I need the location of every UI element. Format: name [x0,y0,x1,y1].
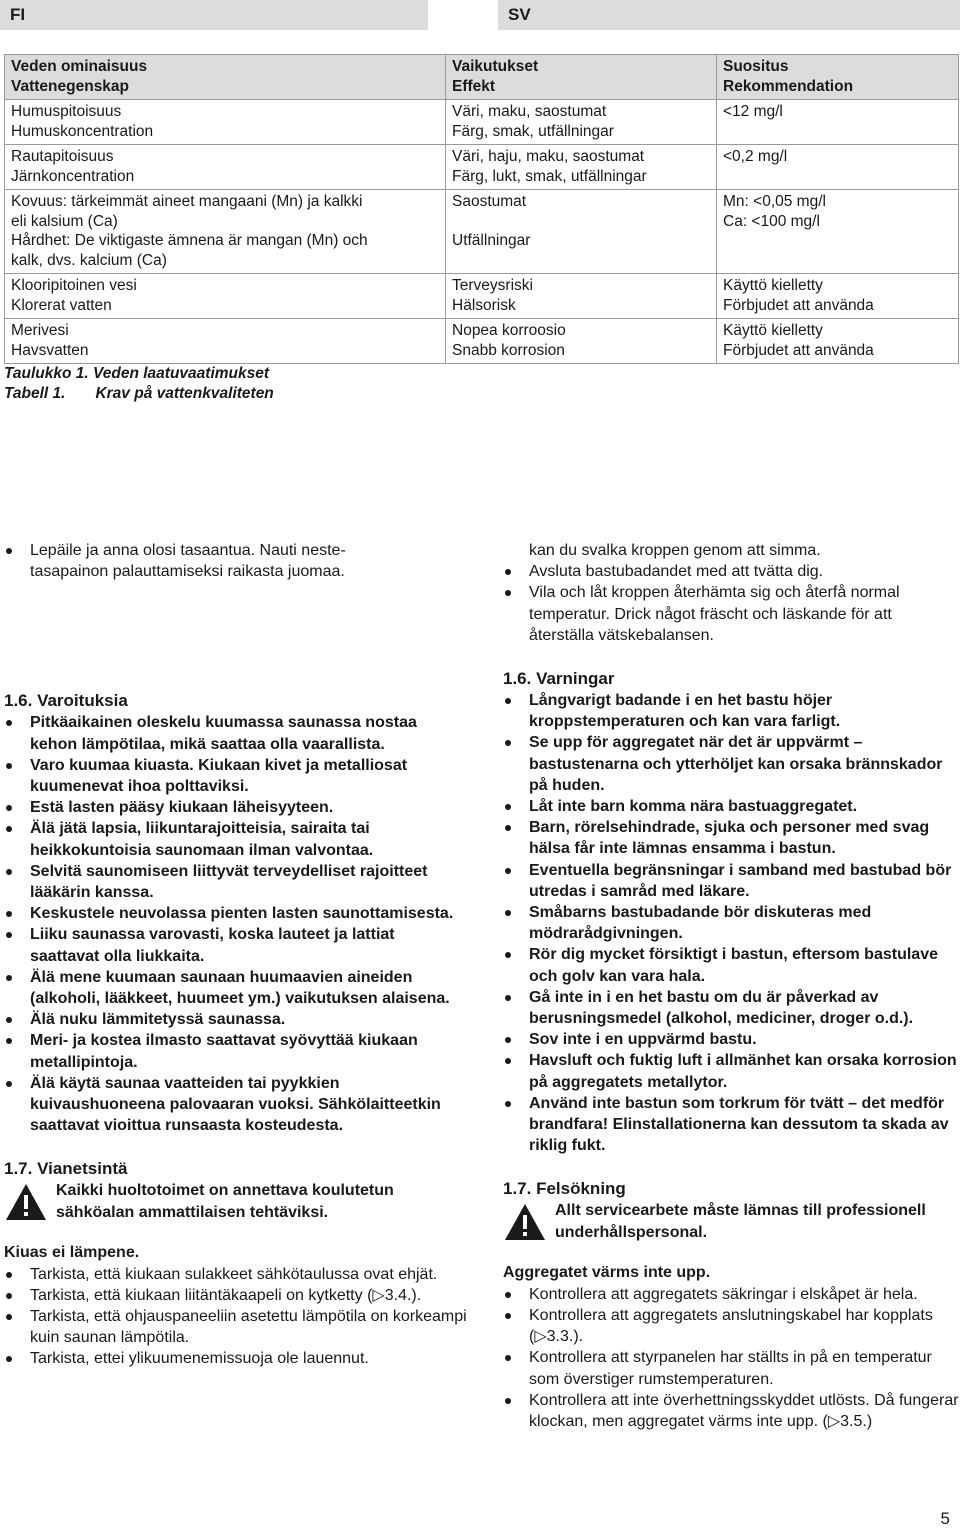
list-item: Estä lasten pääsy kiukaan läheisyyteen. [4,797,468,818]
sv-troubleshooting-title: 1.7. Felsökning [503,1179,626,1199]
table-cell-line: Klorerat vatten [11,296,112,314]
table-header-cell [717,55,959,100]
table-cell-effect [446,274,717,319]
list-item: Kontrollera att inte överhettningsskyddet utlösts. Då fungerar klockan, men aggregatet värms inte upp. (▷3.5.) [503,1390,960,1432]
list-item: Havsluft och fuktig luft i allmänhet kan orsaka korrosion på aggregatets metallytor. [503,1050,960,1092]
table-header-cell [446,55,717,100]
fi-warnings-title: 1.6. Varoituksia [4,691,128,711]
sv-subheading: Aggregatet värms inte upp. [503,1264,711,1282]
table-cell-line: Kovuus: tärkeimmät aineet mangaani (Mn) ja kalkki [11,193,363,210]
table-cell-line: Humuspitoisuus [11,103,122,120]
finnish-column [4,540,468,1370]
list-item: Eventuella begränsningar i samband med bastubad bör utredas i samråd med läkare. [503,860,960,902]
table-cell-line: Terveysriski [452,277,533,294]
list-item: Liiku saunassa varovasti, koska lauteet ja lattiat saattavat olla liukkaita. [4,924,468,966]
table-cell-line: Rekommendation [723,77,854,95]
table-cell-effect [446,190,717,274]
warning-triangle-icon [4,1182,48,1222]
list-item: Låt inte barn komma nära bastuaggregatet. [503,796,960,817]
table-cell-line: <12 mg/l [723,103,783,120]
table-cell-line: Veden ominaisuus [11,58,148,75]
sv-intro-list [503,540,960,561]
table-row [5,100,959,145]
list-item: Pitkäaikainen oleskelu kuumassa saunassa nostaa kehon lämpötilaa, mikä saattaa olla vaarallista. [4,712,468,754]
table-cell-effect [446,319,717,364]
table-caption [4,364,274,404]
table-cell-line: Klooripitoinen vesi [11,277,137,294]
table-cell-line: Käyttö kielletty [723,277,823,294]
table-cell-property [5,145,446,190]
table-cell-recommendation [717,319,959,364]
table-cell-line: Vattenegenskap [11,77,130,95]
table-caption-sv-text: Krav på vattenkvaliteten [95,385,274,402]
list-item: Meri- ja kostea ilmasto saattavat syövyttää kiukaan metallipintoja. [4,1030,468,1072]
table-cell-line: Järnkoncentration [11,167,135,185]
table-cell-line: Ca: <100 mg/l [723,212,820,230]
table-cell-line: Snabb korrosion [452,341,565,359]
table-row [5,145,959,190]
sv-checks-list [503,1284,960,1432]
table-cell-line: Hälsorisk [452,296,516,314]
table-cell-line: Humuskoncentration [11,122,154,140]
table-cell-property [5,190,446,274]
table-cell-recommendation [717,145,959,190]
swedish-column [503,540,960,1432]
list-item: Älä käytä saunaa vaatteiden tai pyykkien kuivaushuoneena palovaaran vuoksi. Sähkölaitteetkin saattavat vioittua runsaasta kosteudesta. [4,1073,468,1137]
table-cell-line: eli kalsium (Ca) [11,212,118,230]
list-item: Älä jätä lapsia, liikuntarajoitteisia, sairaita tai heikkokuntoisia saunomaan ilman valvontaa. [4,818,468,860]
page-number: 5 [940,1509,950,1528]
list-item: Långvarigt badande i en het bastu höjer kroppstemperaturen och kan vara farligt. [503,690,960,732]
sv-warnings-list [503,690,960,1156]
list-item: Använd inte bastun som torkrum för tvätt – det medför brandfara! Elinstallationerna kan dessutom ta skada av riklig fukt. [503,1093,960,1157]
list-item: Kontrollera att aggregatets anslutningskabel har kopplats (▷3.3.). [503,1305,960,1347]
table-cell-line: Hårdhet: De viktigaste ämnena är mangan (Mn) och [11,232,368,249]
table-cell-line: Förbjudet att använda [723,341,874,359]
table-cell-line [452,212,710,231]
table-row [5,190,959,274]
list-item: Rör dig mycket försiktigt i bastun, eftersom bastulave och golv kan vara hala. [503,944,960,986]
list-item: Barn, rörelsehindrade, sjuka och personer med svag hälsa får inte lämnas ensamma i bastun. [503,817,960,859]
table-cell-line: Färg, smak, utfällningar [452,122,614,140]
table-header-cell [5,55,446,100]
sv-service-warning: Allt servicearbete måste lämnas till professionell underhållspersonal. [503,1200,960,1244]
list-item: Älä mene kuumaan saunaan huumaavien aineiden (alkoholi, lääkkeet, huumeet ym.) vaikutuksen alaisena. [4,967,468,1009]
list-item: Tarkista, että kiukaan sulakkeet sähkötaulussa ovat ehjät. [4,1264,468,1285]
fi-service-warning: Kaikki huoltotoimet on annettava koulutetun sähköalan ammattilaisen tehtäviksi. [4,1180,468,1224]
sv-intro-bullets [503,561,960,646]
sv-warnings-title: 1.6. Varningar [503,669,615,689]
table-cell-line: Rautapitoisuus [11,148,114,165]
table-cell-line: Förbjudet att använda [723,296,874,314]
table-cell-line: kalk, dvs. kalcium (Ca) [11,251,167,269]
table-header-row [5,55,959,100]
table-cell-recommendation [717,274,959,319]
table-cell-effect [446,100,717,145]
language-tab-fi: FI [0,0,428,30]
fi-intro-list [4,540,468,582]
table-caption-sv [4,384,274,404]
table-cell-line: Nopea korroosio [452,322,566,339]
table-cell-line: Mn: <0,05 mg/l [723,193,826,210]
table-cell-line: Suositus [723,58,789,75]
list-item: Varo kuumaa kiuasta. Kiukaan kivet ja metalliosat kuumenevat ihoa polttaviksi. [4,755,468,797]
list-item: Kontrollera att styrpanelen har ställts in på en temperatur som överstiger rumstemperaturen. [503,1347,960,1389]
table-cell-recommendation [717,190,959,274]
list-item: Avsluta bastubadandet med att tvätta dig. [503,561,960,582]
fi-subheading: Kiuas ei lämpene. [4,1244,140,1262]
table-cell-line: Väri, haju, maku, saostumat [452,148,645,165]
table-cell-property [5,319,446,364]
list-item: Älä nuku lämmitetyssä saunassa. [4,1009,468,1030]
list-item: Vila och låt kroppen återhämta sig och återfå normal temperatur. Drick något fräscht och läskande för att återställa vätskebalansen. [503,582,960,646]
fi-checks-list [4,1264,468,1370]
table-cell-property [5,274,446,319]
table-cell-line: Färg, lukt, smak, utfällningar [452,167,647,185]
sv-intro-continuation: kan du svalka kroppen genom att simma. [529,542,821,559]
fi-troubleshooting-title: 1.7. Vianetsintä [4,1159,128,1179]
table-row [5,274,959,319]
table-cell-line: Effekt [452,77,496,95]
list-item: Sov inte i en uppvärmd bastu. [503,1029,960,1050]
table-cell-line: Utfällningar [452,231,531,249]
list-item: Tarkista, että kiukaan liitäntäkaapeli on kytketty (▷3.4.). [4,1285,468,1306]
table-cell-line: Saostumat [452,193,527,210]
list-item: Kontrollera att aggregatets säkringar i elskåpet är hela. [503,1284,960,1305]
table-cell-effect [446,145,717,190]
table-caption-sv-label: Tabell 1. [4,385,66,402]
table-cell-line: Havsvatten [11,341,89,359]
table-cell-property [5,100,446,145]
list-item: Tarkista, ettei ylikuumenemissuoja ole lauennut. [4,1348,468,1369]
table-cell-line: Käyttö kielletty [723,322,823,339]
list-item: Keskustele neuvolassa pienten lasten saunottamisesta. [4,903,468,924]
list-item: Tarkista, että ohjauspaneeliin asetettu lämpötila on korkeampi kuin saunan lämpötila. [4,1306,468,1348]
fi-warnings-list [4,712,468,1136]
table-row [5,319,959,364]
language-tab-sv: SV [498,0,960,30]
table-cell-line: Vaikutukset [452,58,539,75]
fi-intro-item: Lepäile ja anna olosi tasaantua. Nauti neste- tasapainon palauttamiseksi raikasta juomaa. [4,540,468,582]
table-cell-line: Merivesi [11,322,69,339]
table-cell-line: <0,2 mg/l [723,148,788,165]
table-caption-fi: Taulukko 1. Veden laatuvaatimukset [4,365,270,382]
list-item: Gå inte in i en het bastu om du är påverkad av berusningsmedel (alkohol, mediciner, droger o.d.). [503,987,960,1029]
list-item: Se upp för aggregatet när det är uppvärmt – bastustenarna och ytterhöljet kan orsaka brännskador på huden. [503,732,960,796]
list-item: Småbarns bastubadande bör diskuteras med mödrarådgivningen. [503,902,960,944]
table-cell-recommendation [717,100,959,145]
warning-triangle-icon [503,1202,547,1242]
water-quality-table [4,54,959,364]
table-cell-line: Väri, maku, saostumat [452,103,607,120]
list-item: Selvitä saunomiseen liittyvät terveydelliset rajoitteet lääkärin kanssa. [4,861,468,903]
